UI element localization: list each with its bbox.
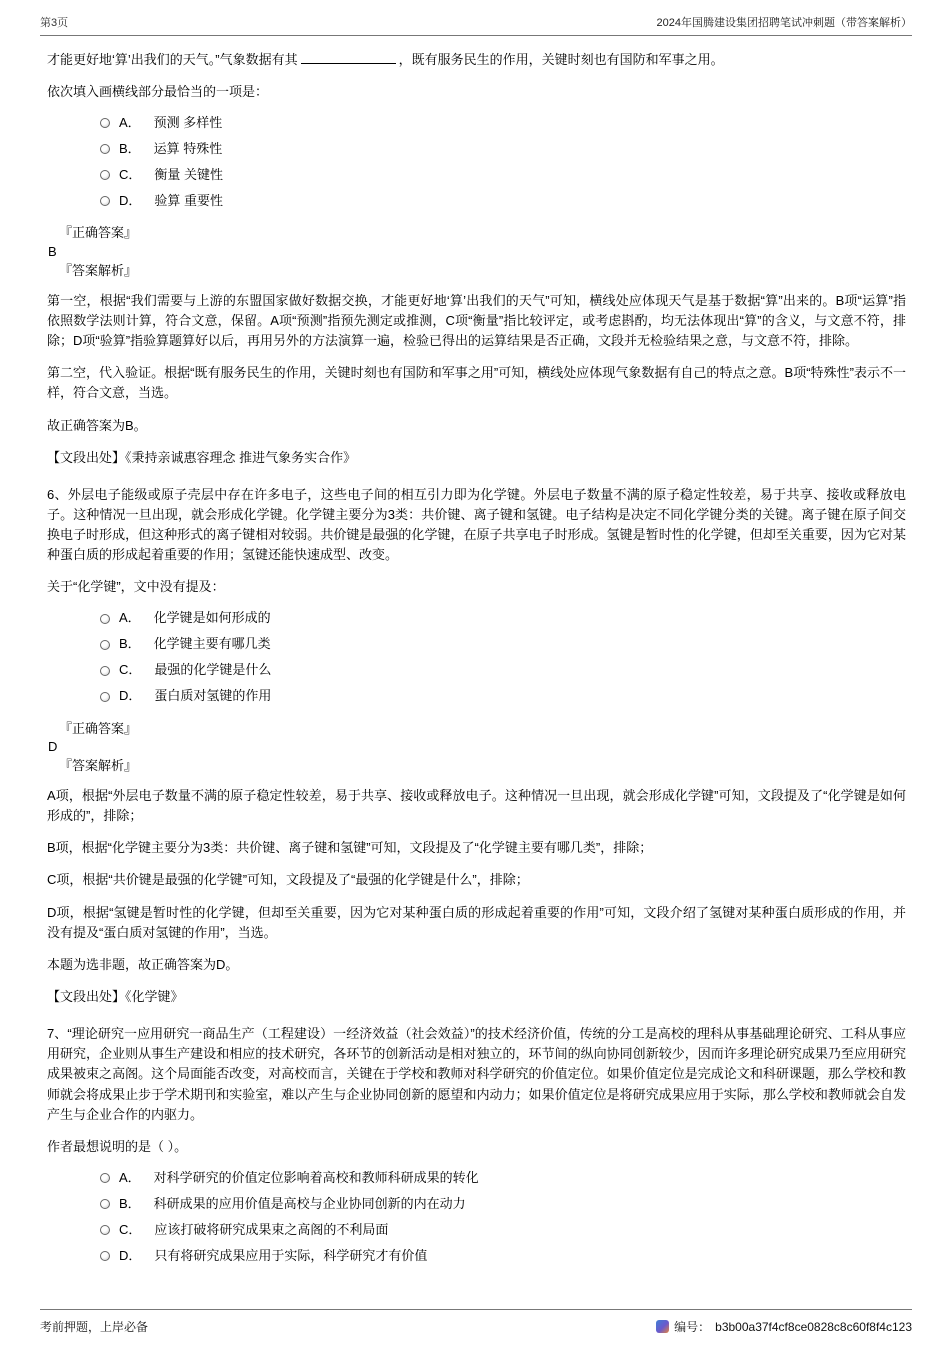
passage-text-after-blank: ，既有服务民生的作用，关键时刻也有国防和军事之用。: [398, 52, 724, 67]
answer-analysis-label: 『答案解析』: [59, 758, 138, 774]
option-letter: B．: [119, 636, 141, 652]
passage-source: 【文段出处】《秉持亲诚惠容理念 推进气象务实合作》: [47, 449, 357, 465]
option-text: 最强的化学键是什么: [154, 662, 272, 678]
question7-options: [47, 1165, 906, 1269]
document-content: [47, 50, 906, 1279]
question5-options: [47, 110, 906, 214]
question6-option-d[interactable]: [47, 684, 906, 710]
analysis-paragraph: 第一空，根据“我们需要与上游的东盟国家做好数据交换，才能更好地‘算’出我们的天气”可知，横线处应体现天气是基于数据“算”出来的。B项“运算”指依照数学法则计算，符合文意，保留。A项“预测”指预先测定或推测，C项“衡量”指比较评定，或考虑斟酌，均无法体现出“算”的含义，与文意不符，排除；D项“验算”指验算题算好以后，再用另外的方法演算一遍，检验已得出的运算结果是否正确，文段并无检验结果之意，与文意不符，排除。: [47, 292, 906, 349]
answer-analysis-label: 『答案解析』: [59, 262, 138, 278]
option-letter: D．: [119, 193, 142, 209]
option-text: 蛋白质对氢键的作用: [154, 688, 272, 704]
analysis-conclusion: 本题为选非题，故正确答案为D。: [47, 956, 239, 972]
radio-button-icon[interactable]: [100, 170, 110, 180]
option-text: 预测 多样性: [153, 115, 223, 131]
radio-button-icon[interactable]: [100, 118, 110, 128]
question7-passage: 7、“理论研究一应用研究一商品生产（工程建设）一经济效益（社会效益）”的技术经济价值，传统的分工是高校的理科从事基础理论研究、工科从事应用研究，企业则从事生产建设和相应的技术研究，各环节的创新活动是相对独立的，环节间的纵向协同创新较少，因而许多理论研究成果乃至应用研究成果被束之高阁。这个局面能否改变，对高校而言，关键在于学校和教师对科学研究的价值定位。如果价值定位是完成论文和科研课题，那么学校和教师就会将成果止步于学术期刊和实验室，难以产生与企业协同创新的愿望和内动力；如果价值定位是将研究成果应用于实际，那么学校和教师就会自发产生与企业合作的内驱力。: [47, 1026, 906, 1122]
option-letter: C．: [119, 167, 142, 183]
analysis-paragraph: A项，根据“外层电子数量不满的原子稳定性较差，易于共享、接收或释放电子。这种情况一旦出现，就会形成化学键”可知，文段提及了“化学键是如何形成的”，排除；: [47, 788, 906, 824]
option-letter: D．: [119, 1247, 142, 1263]
radio-button-icon[interactable]: [100, 1225, 110, 1235]
footer-document-code: [656, 1318, 912, 1335]
option-letter: A．: [119, 1169, 141, 1185]
option-letter: C．: [119, 1221, 142, 1237]
analysis-paragraph: D项，根据“氢键是暂时性的化学键，但却至关重要，因为它对某种蛋白质的形成起着重要的作用”可知，文段介绍了氢键对某种蛋白质形成的作用，并没有提及“蛋白质对氢键的作用”，当选。: [47, 904, 906, 940]
footer-slogan: 考前押题，上岸必备: [40, 1320, 149, 1334]
correct-answer-value: B: [48, 244, 57, 260]
radio-button-icon[interactable]: [100, 1199, 110, 1209]
option-letter: B．: [119, 141, 141, 157]
option-letter: A．: [119, 115, 141, 131]
question7-option-c[interactable]: [47, 1217, 906, 1243]
blank-underline: [301, 51, 396, 64]
question5-stem: 依次填入画横线部分最恰当的一项是：: [47, 84, 269, 100]
option-text: 运算 特殊性: [153, 141, 223, 157]
option-text: 应该打破将研究成果束之高阁的不利局面: [154, 1221, 389, 1237]
question5-option-d[interactable]: [47, 188, 906, 214]
correct-answer-label: 『正确答案』: [59, 720, 138, 736]
option-text: 对科学研究的价值定位影响着高校和教师科研成果的转化: [153, 1169, 479, 1185]
option-letter: D．: [119, 688, 142, 704]
document-code-value: b3b00a37f4cf8ce0828c8c60f8f4c123: [715, 1319, 912, 1334]
radio-button-icon[interactable]: [100, 1173, 110, 1183]
correct-answer-value: D: [48, 739, 58, 755]
question6-answer-block: [47, 720, 906, 777]
question6-passage: 6、外层电子能级或原子壳层中存在许多电子，这些电子间的相互引力即为化学键。外层电子数量不满的原子稳定性较差，易于共享、接收或释放电子。这种情况一旦出现，就会形成化学键。化学键主要分为3类：共价键、离子键和氢键。电子结构是决定不同化学键分类的关键。离子键在原子间交换电子时形成，但这种形式的离子键相对较弱。共价键是最强的化学键，在原子共享电子时形成。氢键是暂时性的化学键，但却至关重要，因为它对某种蛋白质的形成起着重要的作用；氢键还能快速成型、改变。: [47, 486, 906, 563]
analysis-paragraph: C项，根据“共价键是最强的化学键”可知，文段提及了“最强的化学键是什么”，排除；: [47, 872, 529, 888]
radio-button-icon[interactable]: [100, 144, 110, 154]
option-text: 化学键主要有哪几类: [153, 636, 271, 652]
radio-button-icon[interactable]: [100, 640, 110, 650]
question7-stem: 作者最想说明的是（ ）。: [47, 1138, 188, 1154]
question6-option-c[interactable]: [47, 658, 906, 684]
radio-button-icon[interactable]: [100, 1251, 110, 1261]
analysis-paragraph: B项，根据“化学键主要分为3类：共价键、离子键和氢键”可知，文段提及了“化学键主要有哪几类”，排除；: [47, 840, 653, 856]
question6-options: [47, 606, 906, 710]
question5-answer-block: [47, 224, 906, 281]
passage-source: 【文段出处】《化学键》: [47, 989, 184, 1005]
option-text: 科研成果的应用价值是高校与企业协同创新的内在动力: [153, 1195, 466, 1211]
question6-stem: 关于“化学键”，文中没有提及：: [47, 579, 225, 595]
document-code-label: 编号：: [674, 1320, 711, 1334]
radio-button-icon[interactable]: [100, 614, 110, 624]
analysis-paragraph: 第二空，代入验证。根据“既有服务民生的作用，关键时刻也有国防和军事之用”可知，横线处应体现气象数据有自己的特点之意。B项“特殊性”表示不一样，符合文意，当选。: [47, 365, 906, 401]
question6-option-b[interactable]: [47, 632, 906, 658]
radio-button-icon[interactable]: [100, 196, 110, 206]
question5-option-b[interactable]: [47, 136, 906, 162]
radio-button-icon[interactable]: [100, 692, 110, 702]
question5-option-a[interactable]: [47, 110, 906, 136]
option-text: 化学键是如何形成的: [153, 610, 271, 626]
option-letter: B．: [119, 1195, 141, 1211]
page-number: 第3页: [40, 17, 69, 29]
correct-answer-label: 『正确答案』: [59, 225, 138, 241]
analysis-conclusion: 故正确答案为B。: [47, 417, 147, 433]
question6-option-a[interactable]: [47, 606, 906, 632]
option-text: 只有将研究成果应用于实际，科学研究才有价值: [154, 1247, 428, 1263]
option-letter: A．: [119, 610, 141, 626]
question7-option-a[interactable]: [47, 1165, 906, 1191]
question7-option-d[interactable]: [47, 1243, 906, 1269]
radio-button-icon[interactable]: [100, 666, 110, 676]
passage-text-before-blank: 才能更好地‘算’出我们的天气。”气象数据有其: [47, 52, 298, 67]
option-letter: C．: [119, 662, 142, 678]
question7-option-b[interactable]: [47, 1191, 906, 1217]
document-title: 2024年国腾建设集团招聘笔试冲刺题（带答案解析）: [656, 17, 912, 29]
footer-logo-icon: [656, 1320, 669, 1333]
option-text: 衡量 关键性: [154, 167, 224, 183]
question5-passage: [47, 50, 906, 70]
question5-option-c[interactable]: [47, 162, 906, 188]
option-text: 验算 重要性: [154, 193, 224, 209]
page-footer: [40, 1309, 912, 1335]
page-header: [40, 14, 912, 36]
